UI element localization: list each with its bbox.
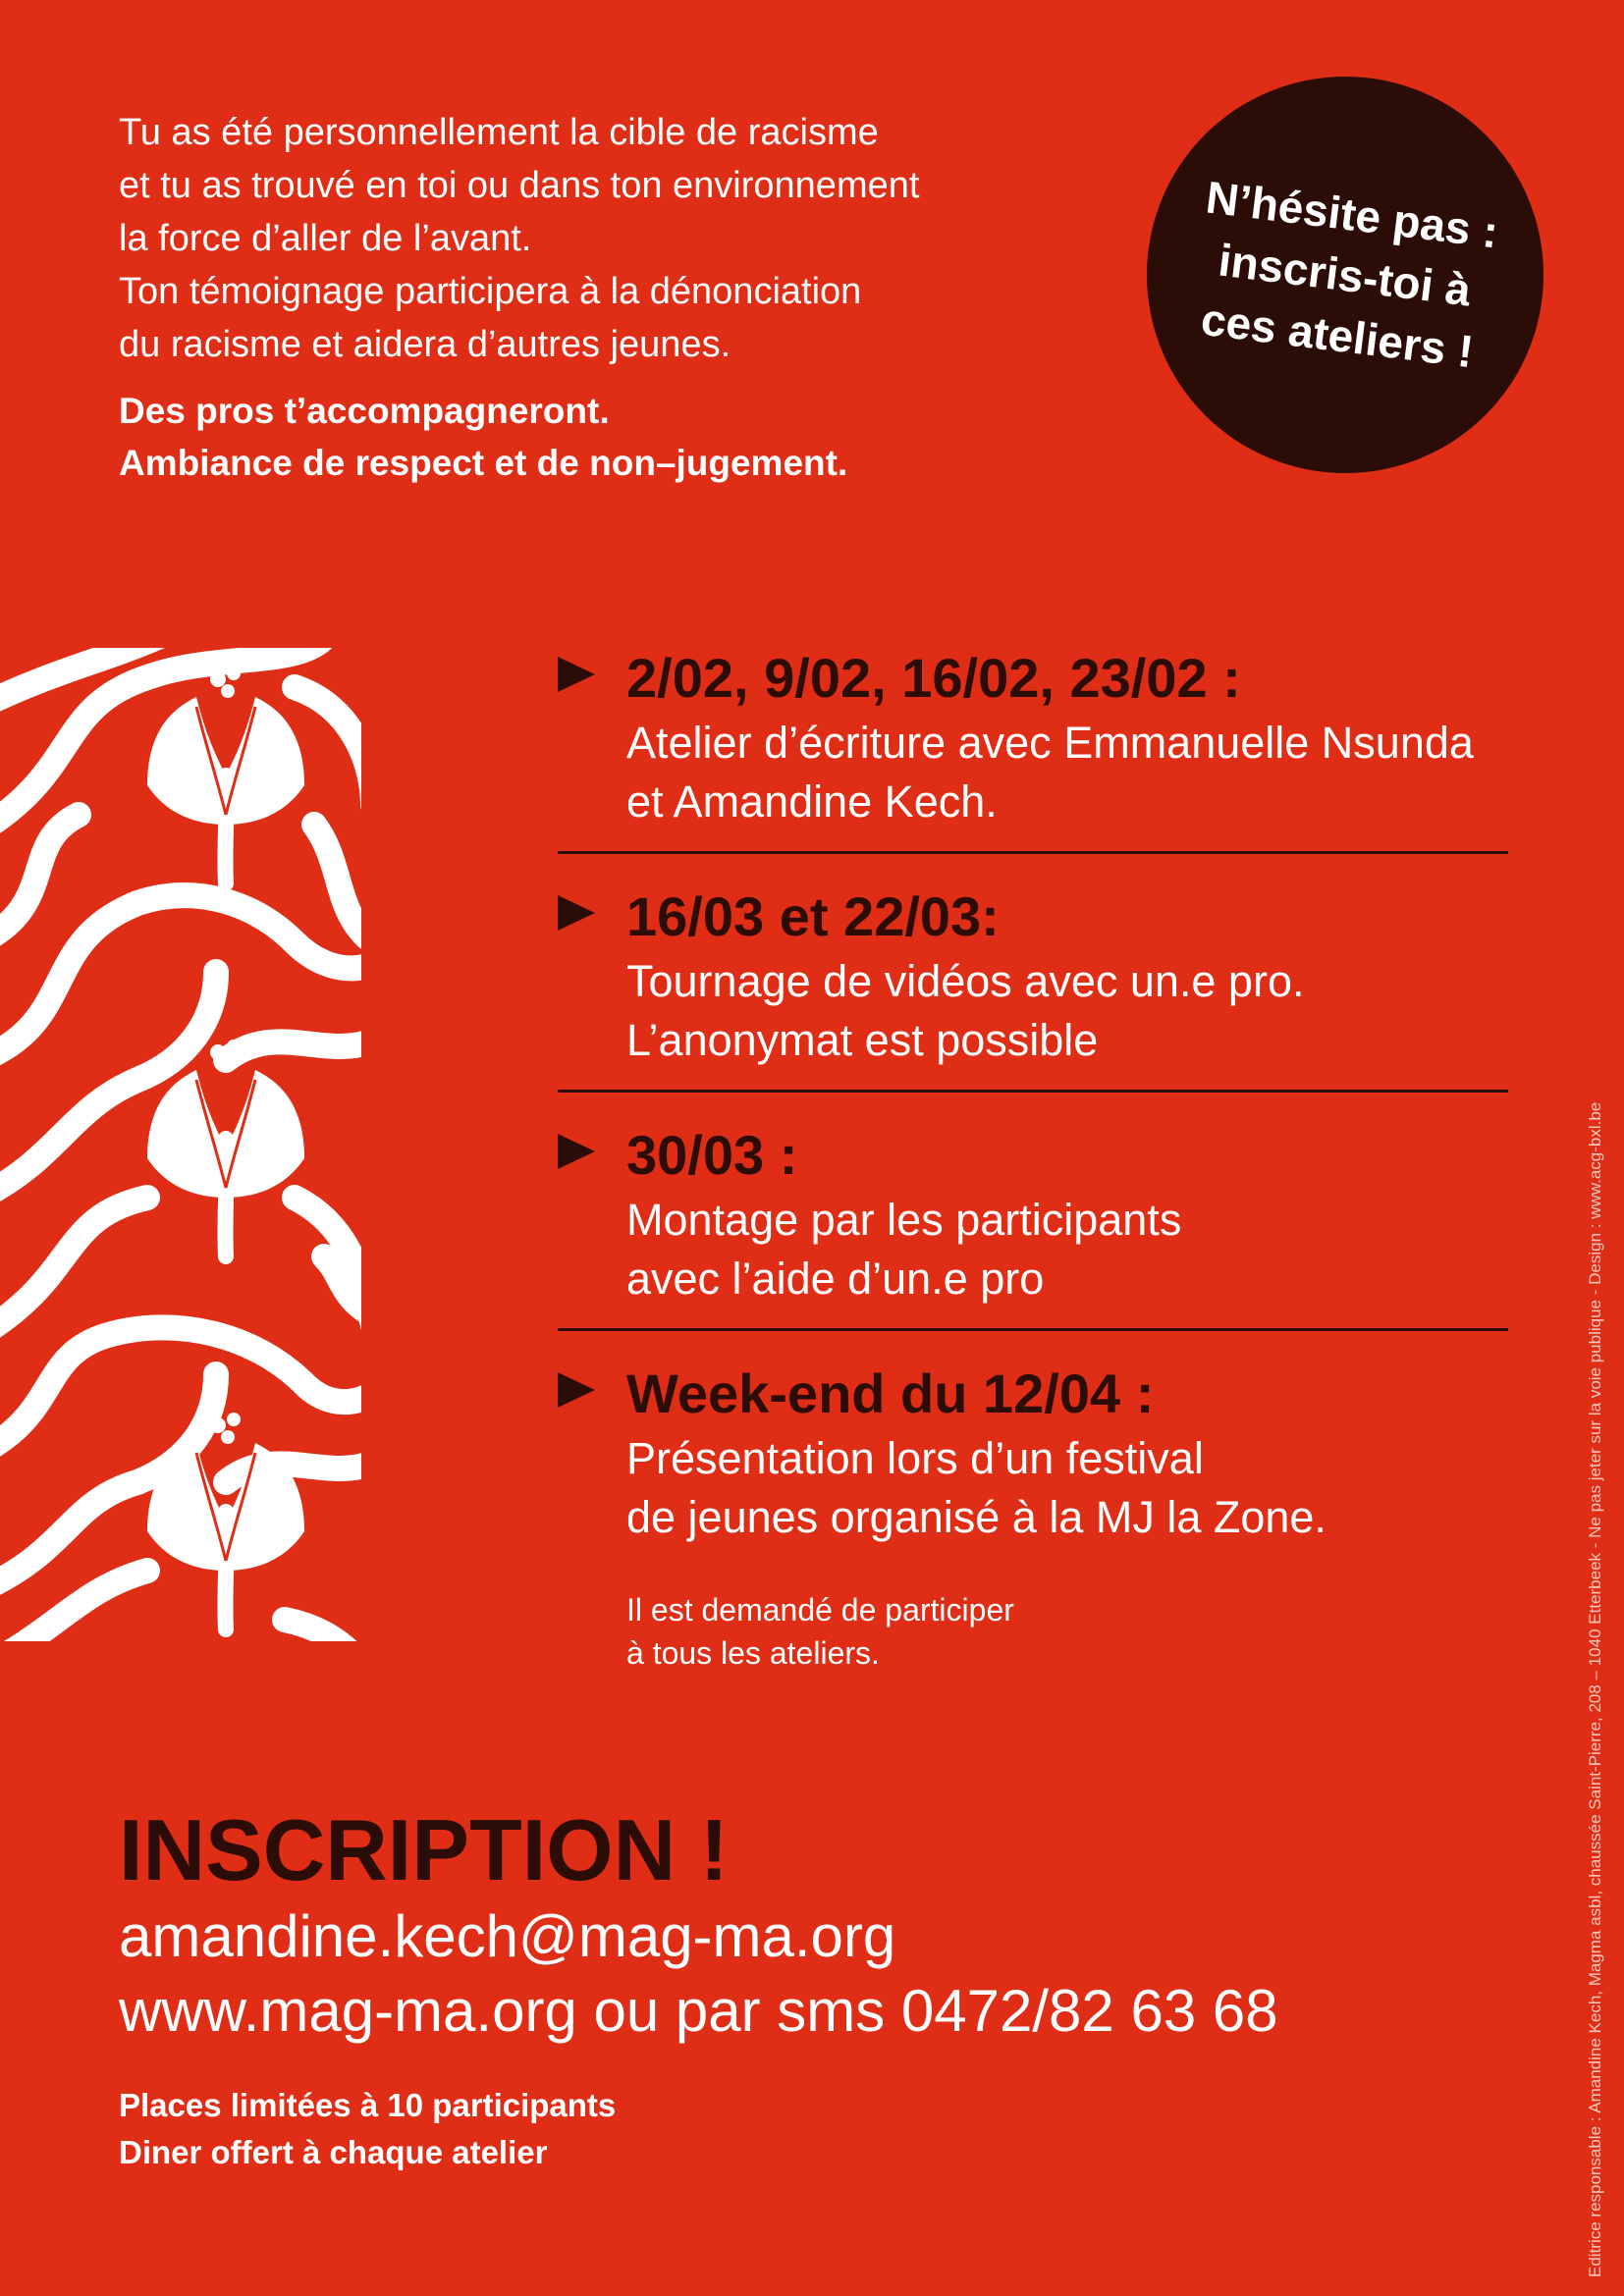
note-line: Il est demandé de participer [626, 1592, 1014, 1628]
contact-line[interactable]: www.mag-ma.org ou par sms 0472/82 63 68 [119, 1978, 1278, 2044]
intro-bold-line: Des pros t’accompagneront. [119, 391, 610, 431]
intro-line: la force d’aller de l’avant. [119, 218, 532, 259]
inscription-title: INSCRIPTION ! [119, 1801, 729, 1898]
email-link[interactable]: amandine.kech@mag-ma.org [119, 1903, 896, 1969]
badge-text [1188, 166, 1502, 383]
triangle-arrow-icon [558, 895, 595, 931]
attendance-note [626, 1588, 1508, 1675]
schedule-desc: avec l’aide d’un.e pro [626, 1254, 1045, 1304]
badge-line: N’hésite pas : [1203, 171, 1502, 258]
intro-line: et tu as trouvé en toi ou dans ton environnement [119, 165, 920, 206]
schedule-date: 2/02, 9/02, 16/02, 23/02 : [626, 647, 1241, 709]
schedule [558, 643, 1508, 1675]
schedule-desc: Atelier d’écriture avec Emmanuelle Nsunda [626, 718, 1474, 768]
floral-pattern [0, 648, 361, 1641]
schedule-desc: de jeunes organisé à la MJ la Zone. [626, 1492, 1326, 1542]
note-line: à tous les ateliers. [626, 1635, 880, 1671]
triangle-arrow-icon [558, 1134, 595, 1169]
publisher-credit: Editrice responsable : Amandine Kech, Magma asbl, chaussée Saint-Pierre, 208 – 1040 Etterbeek - Ne pas jeter sur la voie publique - Design : www.acg-bxl.be [1586, 1101, 1604, 2277]
info-small [119, 2082, 1395, 2176]
schedule-date: Week-end du 12/04 : [626, 1362, 1155, 1424]
schedule-desc: Présentation lors d’un festival [626, 1433, 1204, 1483]
schedule-item [558, 881, 1508, 1093]
call-to-action-badge [1147, 77, 1543, 473]
badge-line: inscris-toi à [1216, 234, 1475, 316]
schedule-desc: et Amandine Kech. [626, 776, 998, 827]
schedule-desc: Tournage de vidéos avec un.e pro. [626, 956, 1305, 1006]
schedule-item [558, 1120, 1508, 1331]
schedule-item [558, 1359, 1508, 1567]
schedule-date: 16/03 et 22/03: [626, 885, 1000, 947]
intro-line: Ton témoignage participera à la dénonciation [119, 271, 862, 312]
triangle-arrow-icon [558, 1372, 595, 1408]
schedule-desc: Montage par les participants [626, 1195, 1182, 1245]
info-line: Places limitées à 10 participants [119, 2087, 617, 2123]
intro-text [119, 106, 1081, 489]
schedule-desc: L’anonymat est possible [626, 1015, 1099, 1065]
intro-line: du racisme et aidera d’autres jeunes. [119, 324, 731, 365]
info-line: Diner offert à chaque atelier [119, 2134, 548, 2170]
schedule-date: 30/03 : [626, 1124, 798, 1186]
schedule-item [558, 643, 1508, 854]
inscription-section [119, 1801, 1395, 2176]
triangle-arrow-icon [558, 657, 595, 692]
badge-line: ces ateliers ! [1198, 293, 1477, 378]
intro-bold-line: Ambiance de respect et de non–jugement. [119, 443, 848, 483]
intro-line: Tu as été personnellement la cible de racisme [119, 112, 879, 153]
